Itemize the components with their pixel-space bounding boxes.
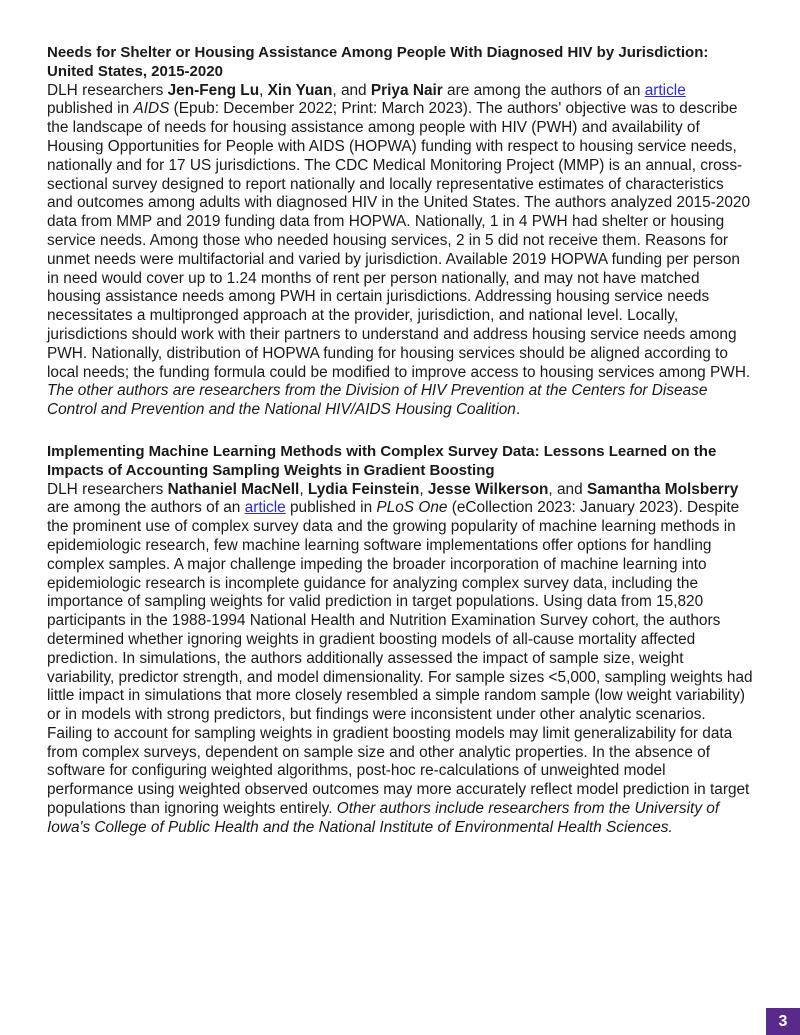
author-name: Nathaniel MacNell [167, 480, 300, 498]
author-name: Jesse Wilkerson [427, 480, 549, 498]
author-separator: , [299, 480, 308, 498]
author-name: Jen-Feng Lu [167, 81, 260, 99]
article-link[interactable]: article [644, 81, 686, 99]
intro-text: DLH researchers [47, 480, 168, 498]
article-body [47, 481, 753, 838]
after-link-text: published in [47, 100, 134, 118]
author-separator: , and [332, 81, 371, 99]
page-number-badge: 3 [766, 1008, 800, 1035]
article-entry [47, 443, 753, 838]
summary-text: (eCollection 2023: January 2023). Despite the prominent use of complex survey data and the growing popularity of machine learning methods in epidemiologic research, few machine learning software implementations offer options for handling complex samples. A major challenge impeding the broader incorporation of machine learning into epidemiologic research is incomplete guidance for analyzing complex survey data, including the importance of sampling weights for valid prediction in target populations. Using data from 15,820 participants in the 1988-1994 National Health and Nutrition Examination Survey cohort, the authors determined whether ignoring weights in gradient boosting models of all-cause mortality affected prediction. In simulations, the authors additionally assessed the impact of sample size, weight variability, predictor strength, and model dimensionality. For sample sizes <5,000, sampling weights had little impact in simulations that more closely resembled a simple random sample (low weight variability) or in models with strong predictors, but findings were inconsistent under other analytic scenarios. Failing to account for sampling weights in gradient boosting models may limit generalizability for data from complex surveys, dependent on sample size and other analytic properties. In the absence of software for configuring weighted algorithms, post-hoc re-calculations of unweighted model performance using weighted observed outcomes may more accurately reflect model prediction in target populations than ignoring weights entirely. [47, 499, 753, 818]
page-content [47, 44, 753, 861]
journal-name: AIDS [133, 100, 170, 118]
author-separator: , [419, 480, 428, 498]
article-title: Needs for Shelter or Housing Assistance Among People With Diagnosed HIV by Jurisdiction: United States, 2015-2020 [47, 44, 709, 80]
after-link-text: published in [285, 499, 377, 517]
journal-name: PLoS One [376, 499, 448, 517]
coauthors-note: The other authors are researchers from the Division of HIV Prevention at the Centers for Disease Control and Prevention and the National HIV/AIDS Housing Coalition [47, 382, 708, 419]
author-name: Lydia Feinstein [307, 480, 420, 498]
after-authors-text: are among the authors of an [47, 499, 245, 517]
coauthors-note: Other authors include researchers from the University of Iowa's College of Public Health and the National Institute of Environmental Health Sciences. [47, 800, 720, 836]
article-entry [47, 44, 753, 420]
closing-punctuation: . [515, 401, 521, 419]
author-name: Samantha Molsberry [586, 480, 739, 498]
article-link[interactable]: article [244, 499, 286, 517]
author-separator: , [259, 81, 268, 99]
author-name: Priya Nair [370, 81, 443, 99]
article-body [47, 82, 753, 420]
author-separator: , and [548, 480, 587, 498]
author-name: Xin Yuan [267, 81, 333, 99]
after-authors-text: are among the authors of an [442, 81, 645, 99]
article-title: Implementing Machine Learning Methods with Complex Survey Data: Lessons Learned on the Impacts of Accounting Sampling Weights in Gradient Boosting [47, 442, 717, 479]
intro-text: DLH researchers [47, 81, 168, 99]
summary-text: (Epub: December 2022; Print: March 2023). The authors' objective was to describe the landscape of needs for housing assistance among people with HIV (PWH) and availability of Housing Opportunities for People with AIDS (HOPWA) funding with respect to housing service needs, nationally and for 17 US jurisdictions. The CDC Medical Monitoring Project (MMP) is an annual, cross-sectional survey designed to report nationally and locally representative estimates of characteristics and outcomes among adults with diagnosed HIV in the United States. The authors analyzed 2015-2020 data from MMP and 2019 funding data from HOPWA. Nationally, 1 in 4 PWH had shelter or housing service needs. Among those who needed housing services, 2 in 5 did not receive them. Reasons for unmet needs were multifactorial and varied by jurisdiction. Available 2019 HOPWA funding per person in need would cover up to 1.24 months of rent per person nationally, and may not have matched housing assistance needs among PWH in certain jurisdictions. Addressing housing service needs necessitates a multipronged approach at the provider, jurisdiction, and national level. Locally, jurisdictions should work with their partners to understand and address housing service needs among PWH. Nationally, distribution of HOPWA funding for housing services should be aligned according to local needs; the funding formula could be modified to improve access to housing services among PWH. [47, 100, 751, 381]
